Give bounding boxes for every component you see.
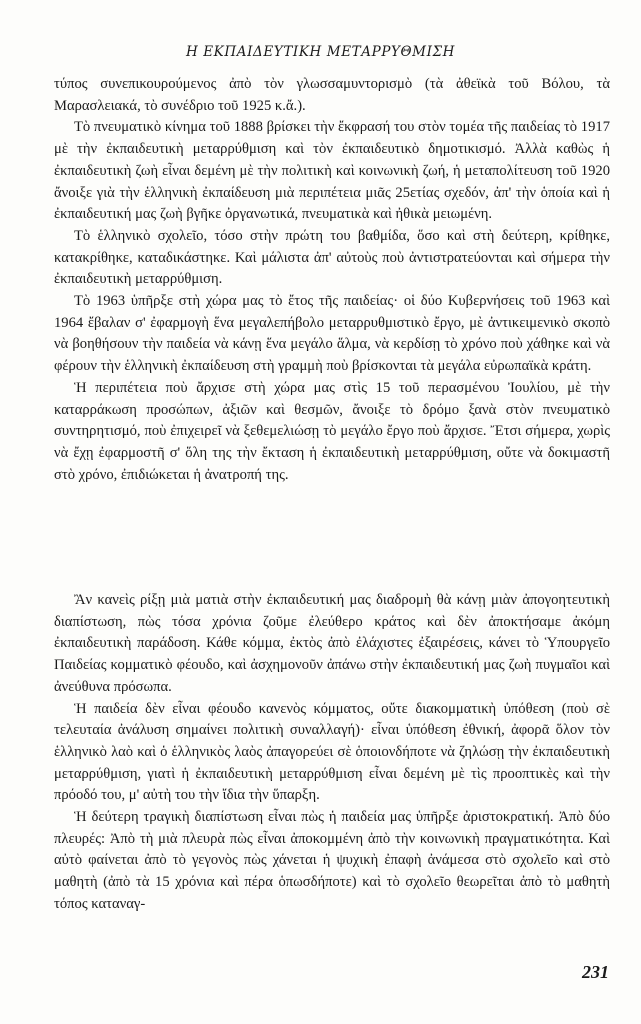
paragraph: Τὸ πνευματικὸ κίνημα τοῦ 1888 βρίσκει τὴν ἔκφρασή του στὸν τομέα τῆς παιδείας τὸ 1917 μὲ τὴν ἐκπαιδευτικὴ μεταρρύθμιση καὶ τὸν ἐκπαιδευτικὸ δημοτικισμό. Ἀλλὰ καθὼς ἡ ἐκπαιδευτικὴ ζωὴ εἶναι δεμένη μὲ τὴν πολιτικὴ καὶ κοινωνικὴ ζωή, ἡ μεταπολίτευση τοῦ 1920 ἄνοιξε γιὰ τὴν ἑλληνικὴ ἐκπαίδευση μιὰ περιπέτεια μιᾶς 25ετίας σχεδόν, ἀπ' τὴν ὁποία καὶ ἡ ἐκπαιδευτική μας ζωὴ βγῆκε ὀργανωτικά, πνευματικὰ καὶ ἠθικὰ μειωμένη. [54, 119, 610, 223]
running-head-title: Η ΕΚΠΑΙΔΕΥΤΙΚΗ ΜΕΤΑΡΡΥΘΜΙΣΗ [185, 44, 456, 60]
text-section-1 [54, 74, 610, 486]
paragraph: Τὸ 1963 ὑπῆρξε στὴ χώρα μας τὸ ἔτος τῆς παιδείας· οἱ δύο Κυβερνήσεις τοῦ 1963 καὶ 1964 ἔβαλαν σ' ἐφαρμογὴ ἕνα μεγαλεπήβολο μεταρρυθμιστικὸ ἔργο, μὲ ἀντικειμενικὸ σκοπὸ νὰ βοηθήσουν τὴν παιδεία νὰ κάνῃ ἕνα μεγάλο ἅλμα, νὰ κερδίσῃ τὸ χρόνο ποὺ χάθηκε καὶ νὰ φέρουν τὴν ἑλληνικὴ ἐκπαίδευση στὴ γραμμὴ ποὺ βρίσκονται τὰ μεγάλα εὐρωπαϊκὰ κράτη. [54, 293, 610, 375]
paragraph: Ἡ παιδεία δὲν εἶναι φέουδο κανενὸς κόμματος, οὔτε διακομματικὴ ὑπόθεση (ποὺ σὲ τελευταία ἀνάλυση σημαίνει πολιτικὴ συναλλαγή)· εἶναι ὑπόθεση ἐθνική, ἀφορᾶ ὅλον τὸν ἑλληνικὸ λαὸ καὶ ὁ ἑλληνικὸς λαὸς ἀπαγορεύει σὲ ὁποιονδήποτε νὰ ζηλώσῃ τὴν ἐκπαιδευτικὴ μεταρρύθμιση, γιατὶ ἡ ἐκπαιδευτικὴ μεταρρύθμιση εἶναι δεμένη μὲ τὶς προοπτικὲς καὶ τὴν πρόοδό του, μ' αὐτὴ του τὴν ἴδια τὴν ὕπαρξη. [54, 700, 610, 804]
paragraph: Τὸ ἑλληνικὸ σχολεῖο, τόσο στὴν πρώτη του βαθμίδα, ὅσο καὶ στὴ δεύτερη, κρίθηκε, κατακρίθηκε, καταδικάστηκε. Καὶ μάλιστα ἀπ' αὐτοὺς ποὺ ἀντιστρατεύονται καὶ σήμερα τὴν ἐκπαιδευτικὴ μεταρρύθμιση. [54, 227, 610, 288]
paragraph: Ἡ περιπέτεια ποὺ ἄρχισε στὴ χώρα μας στὶς 15 τοῦ περασμένου Ἰουλίου, μὲ τὴν καταρράκωση προσώπων, ἀξιῶν καὶ θεσμῶν, ἄνοιξε τὸ δρόμο ξανὰ στὸν πνευματικὸ συντηρητισμό, ποὺ ἐπιχειρεῖ νὰ ξεθεμελιώσῃ τὸ μεγάλο ἔργο ποὺ ἄρχισε. Ἔτσι σήμερα, χωρὶς νὰ ἔχῃ ἐφαρμοστῆ σ' ὅλη της τὴν ἔκταση ἡ ἐκπαιδευτικὴ μεταρρύθμιση, οὔτε νὰ δοκιμαστῆ στὸ χρόνο, ἐπιδιώκεται ἡ ἀνατροπή της. [54, 379, 610, 483]
paragraph: Ἡ δεύτερη τραγικὴ διαπίστωση εἶναι πὼς ἡ παιδεία μας ὑπῆρξε ἀριστοκρατική. Ἀπὸ δύο πλευρές: Ἀπὸ τὴ μιὰ πλευρὰ πὼς εἶναι ἀποκομμένη ἀπὸ τὴν κοινωνικὴ πραγματικότητα. Καὶ αὐτὸ φαίνεται ἀπὸ τὸ γεγονὸς πὼς χάνεται ἡ ψυχικὴ ἐπαφὴ ἀνάμεσα στὸ σχολεῖο καὶ στὸ μαθητὴ (ἀπὸ τὰ 15 χρόνια καὶ πέρα ὁπωσδήποτε) καὶ τὸ σχολεῖο θεωρεῖται ἀπὸ τὸ μαθητὴ τόπος καταναγ- [54, 809, 610, 912]
text-section-2 [54, 590, 610, 916]
paragraph: Ἂν κανεὶς ρίξῃ μιὰ ματιὰ στὴν ἐκπαιδευτική μας διαδρομὴ θὰ κάνῃ μιὰν ἀπογοητευτικὴ διαπίστωση, πὼς τόσα χρόνια ζοῦμε ἐλεύθερο κράτος καὶ δὲν ἀποκτήσαμε ἀκόμη ἐκπαιδευτικὴ παράδοση. Κάθε κόμμα, ἐκτὸς ἀπὸ ἐλάχιστες ἐξαιρέσεις, κάνει τὸ Ὑπουργεῖο Παιδείας κομματικὸ φέουδο, καὶ ἀσχημονοῦν ἀπάνω στὴν ἐκπαιδευτική μας ζωὴ πυγμαῖοι καὶ ἀνεύθυνα πρόσωπα. [54, 592, 610, 695]
paragraph-continuation: τύπος συνεπικουρούμενος ἀπὸ τὸν γλωσσαμυντορισμὸ (τὰ ἀθεϊκὰ τοῦ Βόλου, τὰ Μαρασλειακά, τὸ συνέδριο τοῦ 1925 κ.ἄ.). [54, 76, 610, 114]
page-number: 231 [582, 962, 609, 982]
